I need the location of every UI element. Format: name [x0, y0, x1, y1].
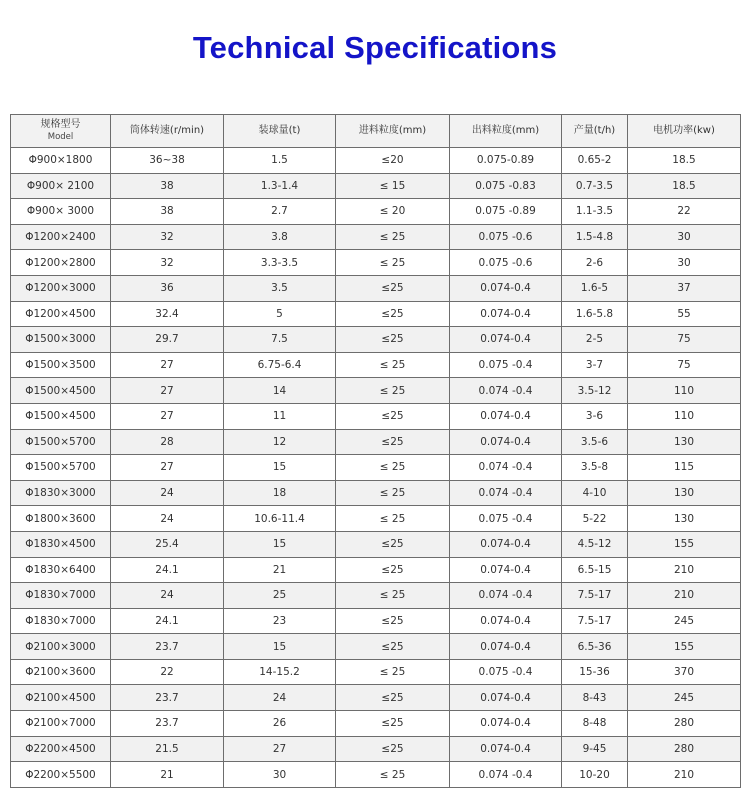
motor-power-cell: 245 [628, 685, 741, 711]
speed-cell: 27 [111, 403, 224, 429]
discharge-size-cell: 0.074-0.4 [450, 557, 562, 583]
ball-load-cell: 12 [224, 429, 336, 455]
table-row [11, 199, 741, 225]
ball-load-cell: 18 [224, 480, 336, 506]
motor-power-cell: 155 [628, 531, 741, 557]
feed-size-cell: ≤25 [336, 685, 450, 711]
feed-size-cell: ≤ 25 [336, 352, 450, 378]
ball-load-cell: 15 [224, 634, 336, 660]
motor-power-cell: 30 [628, 250, 741, 276]
speed-cell: 38 [111, 199, 224, 225]
motor-power-cell: 115 [628, 455, 741, 481]
speed-cell: 24.1 [111, 608, 224, 634]
model-cell: Φ900× 3000 [11, 199, 111, 225]
model-cell: Φ1200×3000 [11, 275, 111, 301]
discharge-size-cell: 0.075 -0.6 [450, 250, 562, 276]
discharge-size-cell: 0.074-0.4 [450, 685, 562, 711]
feed-size-cell: ≤ 25 [336, 506, 450, 532]
capacity-cell: 10-20 [562, 762, 628, 788]
column-header-label: 规格型号 [40, 119, 81, 130]
table-row [11, 275, 741, 301]
table-row [11, 608, 741, 634]
speed-cell: 24.1 [111, 557, 224, 583]
feed-size-cell: ≤ 25 [336, 762, 450, 788]
discharge-size-cell: 0.074-0.4 [450, 301, 562, 327]
discharge-size-cell: 0.074 -0.4 [450, 583, 562, 609]
capacity-cell: 4.5-12 [562, 531, 628, 557]
discharge-size-cell: 0.074-0.4 [450, 634, 562, 660]
discharge-size-cell: 0.074-0.4 [450, 711, 562, 737]
model-cell: Φ900×1800 [11, 148, 111, 174]
capacity-cell: 3-7 [562, 352, 628, 378]
model-cell: Φ2100×4500 [11, 685, 111, 711]
speed-cell: 21 [111, 762, 224, 788]
ball-load-cell: 3.3-3.5 [224, 250, 336, 276]
speed-cell: 27 [111, 352, 224, 378]
discharge-size-cell: 0.075 -0.4 [450, 659, 562, 685]
motor-power-cell: 110 [628, 378, 741, 404]
table-row [11, 429, 741, 455]
ball-load-cell: 11 [224, 403, 336, 429]
column-header-feed-size: 进料粒度(mm) [336, 115, 450, 148]
table-row [11, 378, 741, 404]
motor-power-cell: 210 [628, 557, 741, 583]
ball-load-cell: 15 [224, 531, 336, 557]
table-row [11, 173, 741, 199]
capacity-cell: 5-22 [562, 506, 628, 532]
model-cell: Φ2100×7000 [11, 711, 111, 737]
discharge-size-cell: 0.074-0.4 [450, 403, 562, 429]
discharge-size-cell: 0.074-0.4 [450, 608, 562, 634]
ball-load-cell: 14-15.2 [224, 659, 336, 685]
motor-power-cell: 55 [628, 301, 741, 327]
feed-size-cell: ≤ 25 [336, 583, 450, 609]
discharge-size-cell: 0.074-0.4 [450, 736, 562, 762]
capacity-cell: 7.5-17 [562, 583, 628, 609]
table-row [11, 506, 741, 532]
capacity-cell: 8-43 [562, 685, 628, 711]
motor-power-cell: 280 [628, 736, 741, 762]
ball-load-cell: 23 [224, 608, 336, 634]
capacity-cell: 3.5-6 [562, 429, 628, 455]
model-cell: Φ900× 2100 [11, 173, 111, 199]
speed-cell: 21.5 [111, 736, 224, 762]
table-row [11, 327, 741, 353]
table-row [11, 403, 741, 429]
table-row [11, 711, 741, 737]
ball-load-cell: 14 [224, 378, 336, 404]
model-cell: Φ1500×5700 [11, 429, 111, 455]
discharge-size-cell: 0.075 -0.4 [450, 506, 562, 532]
motor-power-cell: 370 [628, 659, 741, 685]
feed-size-cell: ≤25 [336, 403, 450, 429]
model-cell: Φ2100×3600 [11, 659, 111, 685]
capacity-cell: 8-48 [562, 711, 628, 737]
motor-power-cell: 155 [628, 634, 741, 660]
speed-cell: 23.7 [111, 685, 224, 711]
feed-size-cell: ≤20 [336, 148, 450, 174]
motor-power-cell: 30 [628, 224, 741, 250]
ball-load-cell: 30 [224, 762, 336, 788]
discharge-size-cell: 0.075-0.89 [450, 148, 562, 174]
table-row [11, 685, 741, 711]
model-cell: Φ1830×4500 [11, 531, 111, 557]
feed-size-cell: ≤ 25 [336, 455, 450, 481]
table-row [11, 301, 741, 327]
speed-cell: 24 [111, 506, 224, 532]
capacity-cell: 1.6-5.8 [562, 301, 628, 327]
capacity-cell: 2-6 [562, 250, 628, 276]
column-header-sublabel: Model [47, 132, 74, 142]
speed-cell: 29.7 [111, 327, 224, 353]
feed-size-cell: ≤25 [336, 736, 450, 762]
ball-load-cell: 5 [224, 301, 336, 327]
capacity-cell: 3.5-8 [562, 455, 628, 481]
column-header-capacity: 产量(t/h) [562, 115, 628, 148]
speed-cell: 32.4 [111, 301, 224, 327]
table-row [11, 634, 741, 660]
table-row [11, 659, 741, 685]
feed-size-cell: ≤ 25 [336, 480, 450, 506]
model-cell: Φ1500×3500 [11, 352, 111, 378]
table-row [11, 352, 741, 378]
column-header-speed: 筒体转速(r/min) [111, 115, 224, 148]
motor-power-cell: 280 [628, 711, 741, 737]
table-row [11, 224, 741, 250]
capacity-cell: 1.5-4.8 [562, 224, 628, 250]
discharge-size-cell: 0.074 -0.4 [450, 378, 562, 404]
column-header-ball-load: 装球量(t) [224, 115, 336, 148]
discharge-size-cell: 0.075 -0.6 [450, 224, 562, 250]
capacity-cell: 15-36 [562, 659, 628, 685]
model-cell: Φ1200×4500 [11, 301, 111, 327]
feed-size-cell: ≤25 [336, 557, 450, 583]
capacity-cell: 0.65-2 [562, 148, 628, 174]
speed-cell: 32 [111, 224, 224, 250]
speed-cell: 32 [111, 250, 224, 276]
motor-power-cell: 18.5 [628, 148, 741, 174]
ball-load-cell: 10.6-11.4 [224, 506, 336, 532]
column-header-motor-power: 电机功率(kw) [628, 115, 741, 148]
speed-cell: 28 [111, 429, 224, 455]
ball-load-cell: 2.7 [224, 199, 336, 225]
model-cell: Φ1830×7000 [11, 608, 111, 634]
speed-cell: 27 [111, 455, 224, 481]
motor-power-cell: 110 [628, 403, 741, 429]
feed-size-cell: ≤ 25 [336, 378, 450, 404]
feed-size-cell: ≤ 25 [336, 659, 450, 685]
motor-power-cell: 130 [628, 480, 741, 506]
model-cell: Φ1500×3000 [11, 327, 111, 353]
capacity-cell: 9-45 [562, 736, 628, 762]
table-row [11, 148, 741, 174]
feed-size-cell: ≤25 [336, 608, 450, 634]
motor-power-cell: 210 [628, 583, 741, 609]
model-cell: Φ1200×2400 [11, 224, 111, 250]
model-cell: Φ1830×6400 [11, 557, 111, 583]
discharge-size-cell: 0.074 -0.4 [450, 455, 562, 481]
ball-load-cell: 26 [224, 711, 336, 737]
motor-power-cell: 210 [628, 762, 741, 788]
table-row [11, 455, 741, 481]
model-cell: Φ1830×3000 [11, 480, 111, 506]
ball-load-cell: 3.8 [224, 224, 336, 250]
ball-load-cell: 15 [224, 455, 336, 481]
speed-cell: 38 [111, 173, 224, 199]
ball-load-cell: 3.5 [224, 275, 336, 301]
column-header-discharge-size: 出料粒度(mm) [450, 115, 562, 148]
ball-load-cell: 7.5 [224, 327, 336, 353]
speed-cell: 23.7 [111, 711, 224, 737]
capacity-cell: 4-10 [562, 480, 628, 506]
capacity-cell: 0.7-3.5 [562, 173, 628, 199]
capacity-cell: 3-6 [562, 403, 628, 429]
discharge-size-cell: 0.074-0.4 [450, 275, 562, 301]
motor-power-cell: 37 [628, 275, 741, 301]
speed-cell: 24 [111, 480, 224, 506]
table-row [11, 557, 741, 583]
feed-size-cell: ≤25 [336, 429, 450, 455]
speed-cell: 36 [111, 275, 224, 301]
table-row [11, 531, 741, 557]
motor-power-cell: 22 [628, 199, 741, 225]
speed-cell: 27 [111, 378, 224, 404]
discharge-size-cell: 0.075 -0.83 [450, 173, 562, 199]
ball-load-cell: 27 [224, 736, 336, 762]
ball-load-cell: 24 [224, 685, 336, 711]
speed-cell: 22 [111, 659, 224, 685]
table-row [11, 762, 741, 788]
motor-power-cell: 130 [628, 506, 741, 532]
discharge-size-cell: 0.074 -0.4 [450, 480, 562, 506]
motor-power-cell: 75 [628, 327, 741, 353]
speed-cell: 36~38 [111, 148, 224, 174]
model-cell: Φ1800×3600 [11, 506, 111, 532]
table-row [11, 736, 741, 762]
motor-power-cell: 130 [628, 429, 741, 455]
table-body [11, 148, 741, 788]
ball-load-cell: 6.75-6.4 [224, 352, 336, 378]
feed-size-cell: ≤25 [336, 634, 450, 660]
capacity-cell: 1.1-3.5 [562, 199, 628, 225]
capacity-cell: 6.5-15 [562, 557, 628, 583]
table-row [11, 583, 741, 609]
specifications-table [10, 114, 741, 788]
model-cell: Φ1500×4500 [11, 403, 111, 429]
feed-size-cell: ≤ 20 [336, 199, 450, 225]
page-title: Technical Specifications [192, 30, 558, 65]
feed-size-cell: ≤ 15 [336, 173, 450, 199]
table-header-row [11, 115, 741, 148]
discharge-size-cell: 0.074 -0.4 [450, 762, 562, 788]
discharge-size-cell: 0.075 -0.4 [450, 352, 562, 378]
model-cell: Φ1200×2800 [11, 250, 111, 276]
model-cell: Φ1500×4500 [11, 378, 111, 404]
ball-load-cell: 25 [224, 583, 336, 609]
feed-size-cell: ≤ 25 [336, 224, 450, 250]
feed-size-cell: ≤25 [336, 711, 450, 737]
speed-cell: 23.7 [111, 634, 224, 660]
ball-load-cell: 1.3-1.4 [224, 173, 336, 199]
discharge-size-cell: 0.074-0.4 [450, 429, 562, 455]
ball-load-cell: 21 [224, 557, 336, 583]
model-cell: Φ1830×7000 [11, 583, 111, 609]
discharge-size-cell: 0.074-0.4 [450, 327, 562, 353]
capacity-cell: 2-5 [562, 327, 628, 353]
table-row [11, 480, 741, 506]
motor-power-cell: 75 [628, 352, 741, 378]
model-cell: Φ2200×4500 [11, 736, 111, 762]
feed-size-cell: ≤25 [336, 327, 450, 353]
feed-size-cell: ≤25 [336, 275, 450, 301]
motor-power-cell: 245 [628, 608, 741, 634]
speed-cell: 24 [111, 583, 224, 609]
discharge-size-cell: 0.075 -0.89 [450, 199, 562, 225]
capacity-cell: 1.6-5 [562, 275, 628, 301]
feed-size-cell: ≤25 [336, 531, 450, 557]
discharge-size-cell: 0.074-0.4 [450, 531, 562, 557]
model-cell: Φ1500×5700 [11, 455, 111, 481]
model-cell: Φ2200×5500 [11, 762, 111, 788]
capacity-cell: 7.5-17 [562, 608, 628, 634]
capacity-cell: 6.5-36 [562, 634, 628, 660]
capacity-cell: 3.5-12 [562, 378, 628, 404]
model-cell: Φ2100×3000 [11, 634, 111, 660]
ball-load-cell: 1.5 [224, 148, 336, 174]
feed-size-cell: ≤25 [336, 301, 450, 327]
speed-cell: 25.4 [111, 531, 224, 557]
table-row [11, 250, 741, 276]
column-header-model [11, 115, 111, 148]
motor-power-cell: 18.5 [628, 173, 741, 199]
feed-size-cell: ≤ 25 [336, 250, 450, 276]
